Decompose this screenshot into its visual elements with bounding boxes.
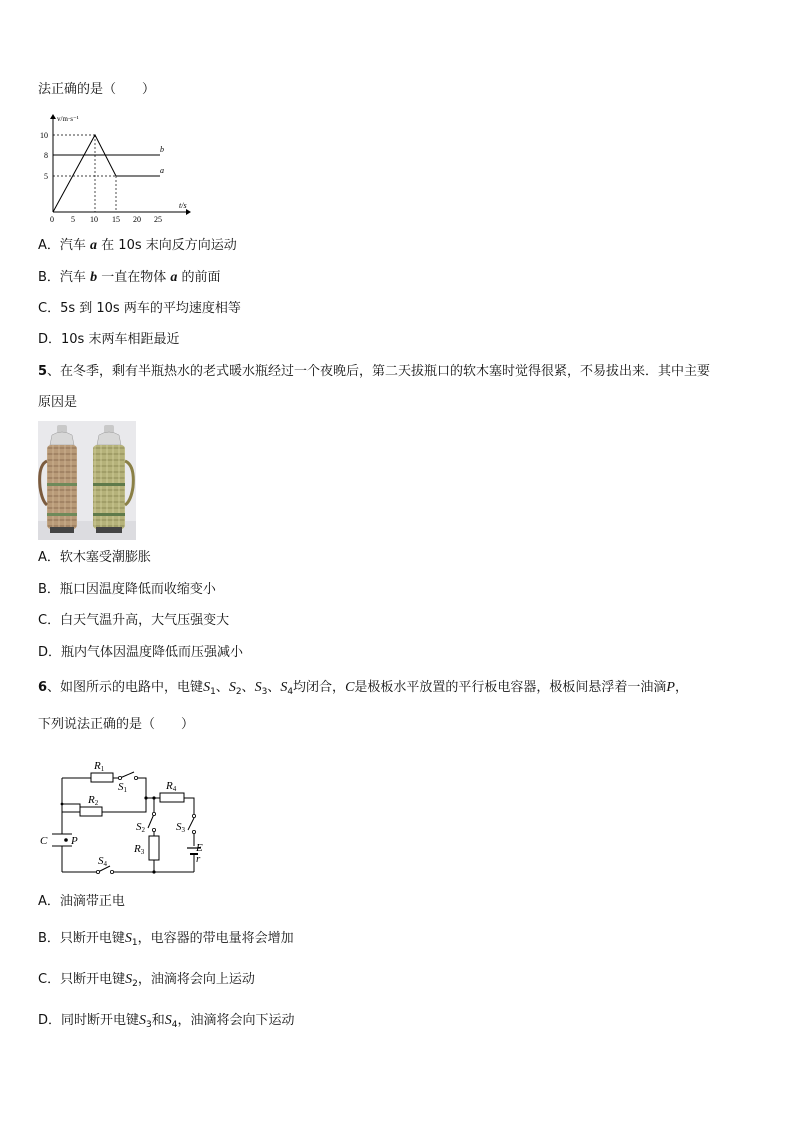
r3-label: R3 xyxy=(134,843,145,856)
x-tick-10: 10 xyxy=(90,215,98,224)
x-tick-0: 0 xyxy=(50,215,54,224)
circuit-diagram xyxy=(36,756,206,880)
q6-stem-line2: 下列说法正确的是（ ） xyxy=(38,717,195,732)
q5-option-d: D．瓶内气体因温度降低而压强减小 xyxy=(38,645,244,660)
q4-option-c: C．5s 到 10s 两车的平均速度相等 xyxy=(38,301,241,316)
r1-label: R1 xyxy=(94,760,105,773)
x-tick-5: 5 xyxy=(71,215,75,224)
x-tick-20: 20 xyxy=(133,215,141,224)
internal-resistance-label: r xyxy=(196,853,201,865)
x-tick-25: 25 xyxy=(154,215,162,224)
line-a xyxy=(53,135,160,212)
q6-stem-line1: 6、如图所示的电路中，电键$S_1$、$S_2$、$S_3$、$S_4$均闭合，C是极板水平放置的平行板电容器，极板间悬浮着一油滴P， xyxy=(38,680,688,697)
y-tick-5: 5 xyxy=(44,172,48,181)
emf-label: E xyxy=(196,842,203,854)
s3-label: S3 xyxy=(176,821,185,834)
q5-option-b: B．瓶口因温度降低而收缩变小 xyxy=(38,582,216,597)
s2-label: S2 xyxy=(136,821,145,834)
y-tick-8: 8 xyxy=(44,151,48,160)
oil-drop-label: P xyxy=(71,835,78,847)
s4-label: S4 xyxy=(98,855,107,868)
oil-drop xyxy=(64,838,68,842)
x-axis-label: t/s xyxy=(179,201,187,210)
capacitor-label: C xyxy=(40,835,48,847)
q6-option-b: B．只断开电键$S_1$，电容器的带电量将会增加 xyxy=(38,931,294,948)
q5-option-c: C．白天气温升高，大气压强变大 xyxy=(38,613,230,628)
r4-label: R4 xyxy=(166,780,177,793)
velocity-time-graph xyxy=(36,112,196,224)
q6-option-c: C．只断开电键$S_2$，油滴将会向上运动 xyxy=(38,972,255,989)
q4-option-d: D．10s 末两车相距最近 xyxy=(38,332,180,347)
q4-stem-tail: 法正确的是（ ） xyxy=(38,82,156,97)
q4-option-b: B．汽车 b 一直在物体 a 的前面 xyxy=(38,270,221,285)
q5-option-a: A．软木塞受潮膨胀 xyxy=(38,550,151,565)
y-tick-10: 10 xyxy=(40,131,48,140)
q4-option-a: A．汽车 a 在 10s 末向反方向运动 xyxy=(38,238,237,253)
line-b-label: b xyxy=(160,145,164,154)
s1-label: S1 xyxy=(118,781,127,794)
q6-option-a: A．油滴带正电 xyxy=(38,894,125,909)
r2-label: R2 xyxy=(88,794,99,807)
line-a-label: a xyxy=(160,166,164,175)
q6-option-d: D．同时断开电键$S_3$和$S_4$，油滴将会向下运动 xyxy=(38,1013,295,1030)
x-tick-15: 15 xyxy=(112,215,120,224)
thermos-bottles-photo xyxy=(38,421,136,540)
q5-stem-line1: 5、在冬季，剩有半瓶热水的老式暖水瓶经过一个夜晚后，第二天拔瓶口的软木塞时觉得很紧，不易拔出来．其中主要 xyxy=(38,364,711,379)
q5-stem-line2: 原因是 xyxy=(38,395,78,410)
y-axis-label: v/m·s⁻¹ xyxy=(57,115,79,123)
